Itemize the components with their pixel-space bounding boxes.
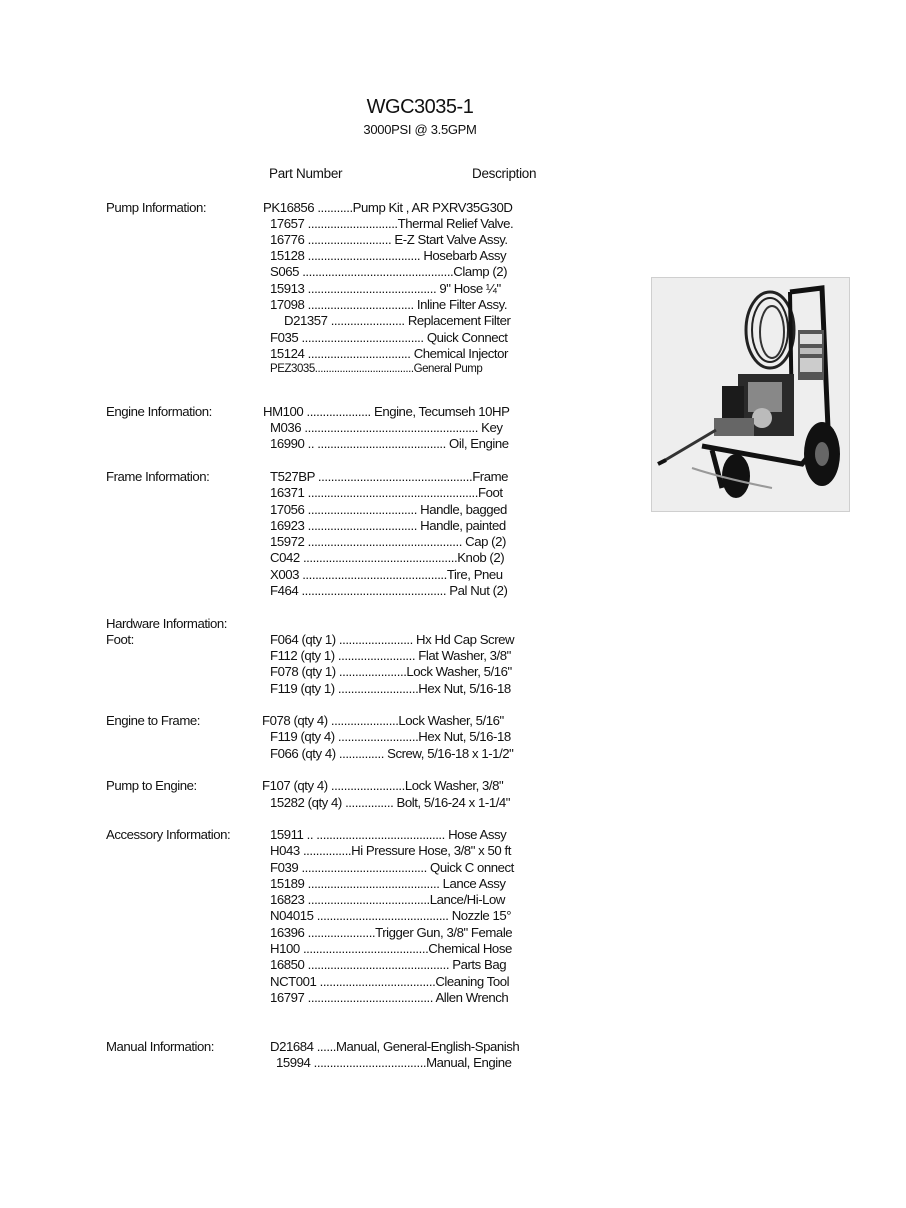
description-header: Description — [472, 166, 537, 181]
model-title: WGC3035-1 — [366, 96, 474, 118]
part-line: 16850 ............................................ Parts Bag — [270, 957, 507, 972]
part-line: F107 (qty 4) .......................Lock Washer, 3/8" — [262, 778, 504, 793]
part-line: 17098 ................................. Inline Filter Assy. — [270, 297, 508, 312]
section-hardware: Hardware Information: — [106, 616, 228, 631]
part-line: PK16856 ...........Pump Kit , AR PXRV35G30D — [263, 200, 513, 215]
part-line: 16990 .. ........................................ Oil, Engine — [270, 436, 509, 451]
part-line: F035 ...................................... Quick Connect — [270, 330, 508, 345]
part-line: D21357 ....................... Replacement Filter — [284, 313, 511, 328]
part-line: C042 ................................................Knob (2) — [270, 550, 505, 565]
part-number-header: Part Number — [269, 166, 343, 181]
part-line: S065 ...............................................Clamp (2) — [270, 264, 508, 279]
part-line: F066 (qty 4) .............. Screw, 5/16-18 x 1-1/2" — [270, 746, 514, 761]
section-pump-to-engine: Pump to Engine: — [106, 778, 197, 793]
section-foot: Foot: — [106, 632, 134, 647]
part-line: F119 (qty 1) .........................Hex Nut, 5/16-18 — [270, 681, 511, 696]
part-line: 15972 ................................................ Cap (2) — [270, 534, 506, 549]
section-pump: Pump Information: — [106, 200, 207, 215]
part-line: D21684 ......Manual, General-English-Spanish — [270, 1039, 520, 1054]
part-line: 16823 ......................................Lance/Hi-Low — [270, 892, 505, 907]
part-line: 16371 .....................................................Foot — [270, 485, 503, 500]
pressure-rating: 3000PSI @ 3.5GPM — [363, 122, 477, 137]
part-line: H100 .......................................Chemical Hose — [270, 941, 512, 956]
section-accessory: Accessory Information: — [106, 827, 231, 842]
part-line: F464 ............................................. Pal Nut (2) — [270, 583, 508, 598]
part-line: 15124 ................................ Chemical Injector — [270, 346, 508, 361]
part-line: 16797 ....................................... Allen Wrench — [270, 990, 509, 1005]
part-line: 16396 .....................Trigger Gun, 3/8" Female — [270, 925, 513, 940]
part-line: 15282 (qty 4) ............... Bolt, 5/16-24 x 1-1/4" — [270, 795, 511, 810]
part-line: HM100 .................... Engine, Tecumseh 10HP — [263, 404, 510, 419]
part-line: H043 ...............Hi Pressure Hose, 3/8" x 50 ft — [270, 843, 511, 858]
section-manual: Manual Information: — [106, 1039, 214, 1054]
part-line: 15994 ...................................Manual, Engine — [276, 1055, 512, 1070]
section-engine-to-frame: Engine to Frame: — [106, 713, 200, 728]
part-line: F078 (qty 4) .....................Lock Washer, 5/16" — [262, 713, 504, 728]
part-line: F119 (qty 4) .........................Hex Nut, 5/16-18 — [270, 729, 511, 744]
part-line: 15913 ........................................ 9" Hose ¼" — [270, 281, 501, 296]
part-line: 17657 ............................Thermal Relief Valve. — [270, 216, 514, 231]
part-line: M036 ...................................................... Key — [270, 420, 503, 435]
part-line: 17056 .................................. Handle, bagged — [270, 502, 507, 517]
pressure-washer-photo — [651, 277, 850, 512]
section-frame: Frame Information: — [106, 469, 210, 484]
part-line: 16776 .......................... E-Z Start Valve Assy. — [270, 232, 508, 247]
part-line: 15189 ......................................... Lance Assy — [270, 876, 506, 891]
part-line: F112 (qty 1) ........................ Flat Washer, 3/8" — [270, 648, 511, 663]
part-line: NCT001 ....................................Cleaning Tool — [270, 974, 510, 989]
part-line: F039 ....................................... Quick C onnect — [270, 860, 514, 875]
part-line: F064 (qty 1) ....................... Hx Hd Cap Screw — [270, 632, 515, 647]
part-line: 15128 ................................... Hosebarb Assy — [270, 248, 507, 263]
section-engine: Engine Information: — [106, 404, 212, 419]
part-line: F078 (qty 1) .....................Lock Washer, 5/16" — [270, 664, 512, 679]
part-line: X003 .............................................Tire, Pneu — [270, 567, 503, 582]
part-line: 16923 .................................. Handle, painted — [270, 518, 506, 533]
part-line: T527BP ................................................Frame — [270, 469, 509, 484]
part-line: PEZ3035....................................General Pump — [270, 363, 483, 375]
part-line: 15911 .. ........................................ Hose Assy — [270, 827, 507, 842]
part-line: N04015 ......................................... Nozzle 15° — [270, 908, 512, 923]
pressure-washer-illustration — [652, 278, 849, 511]
